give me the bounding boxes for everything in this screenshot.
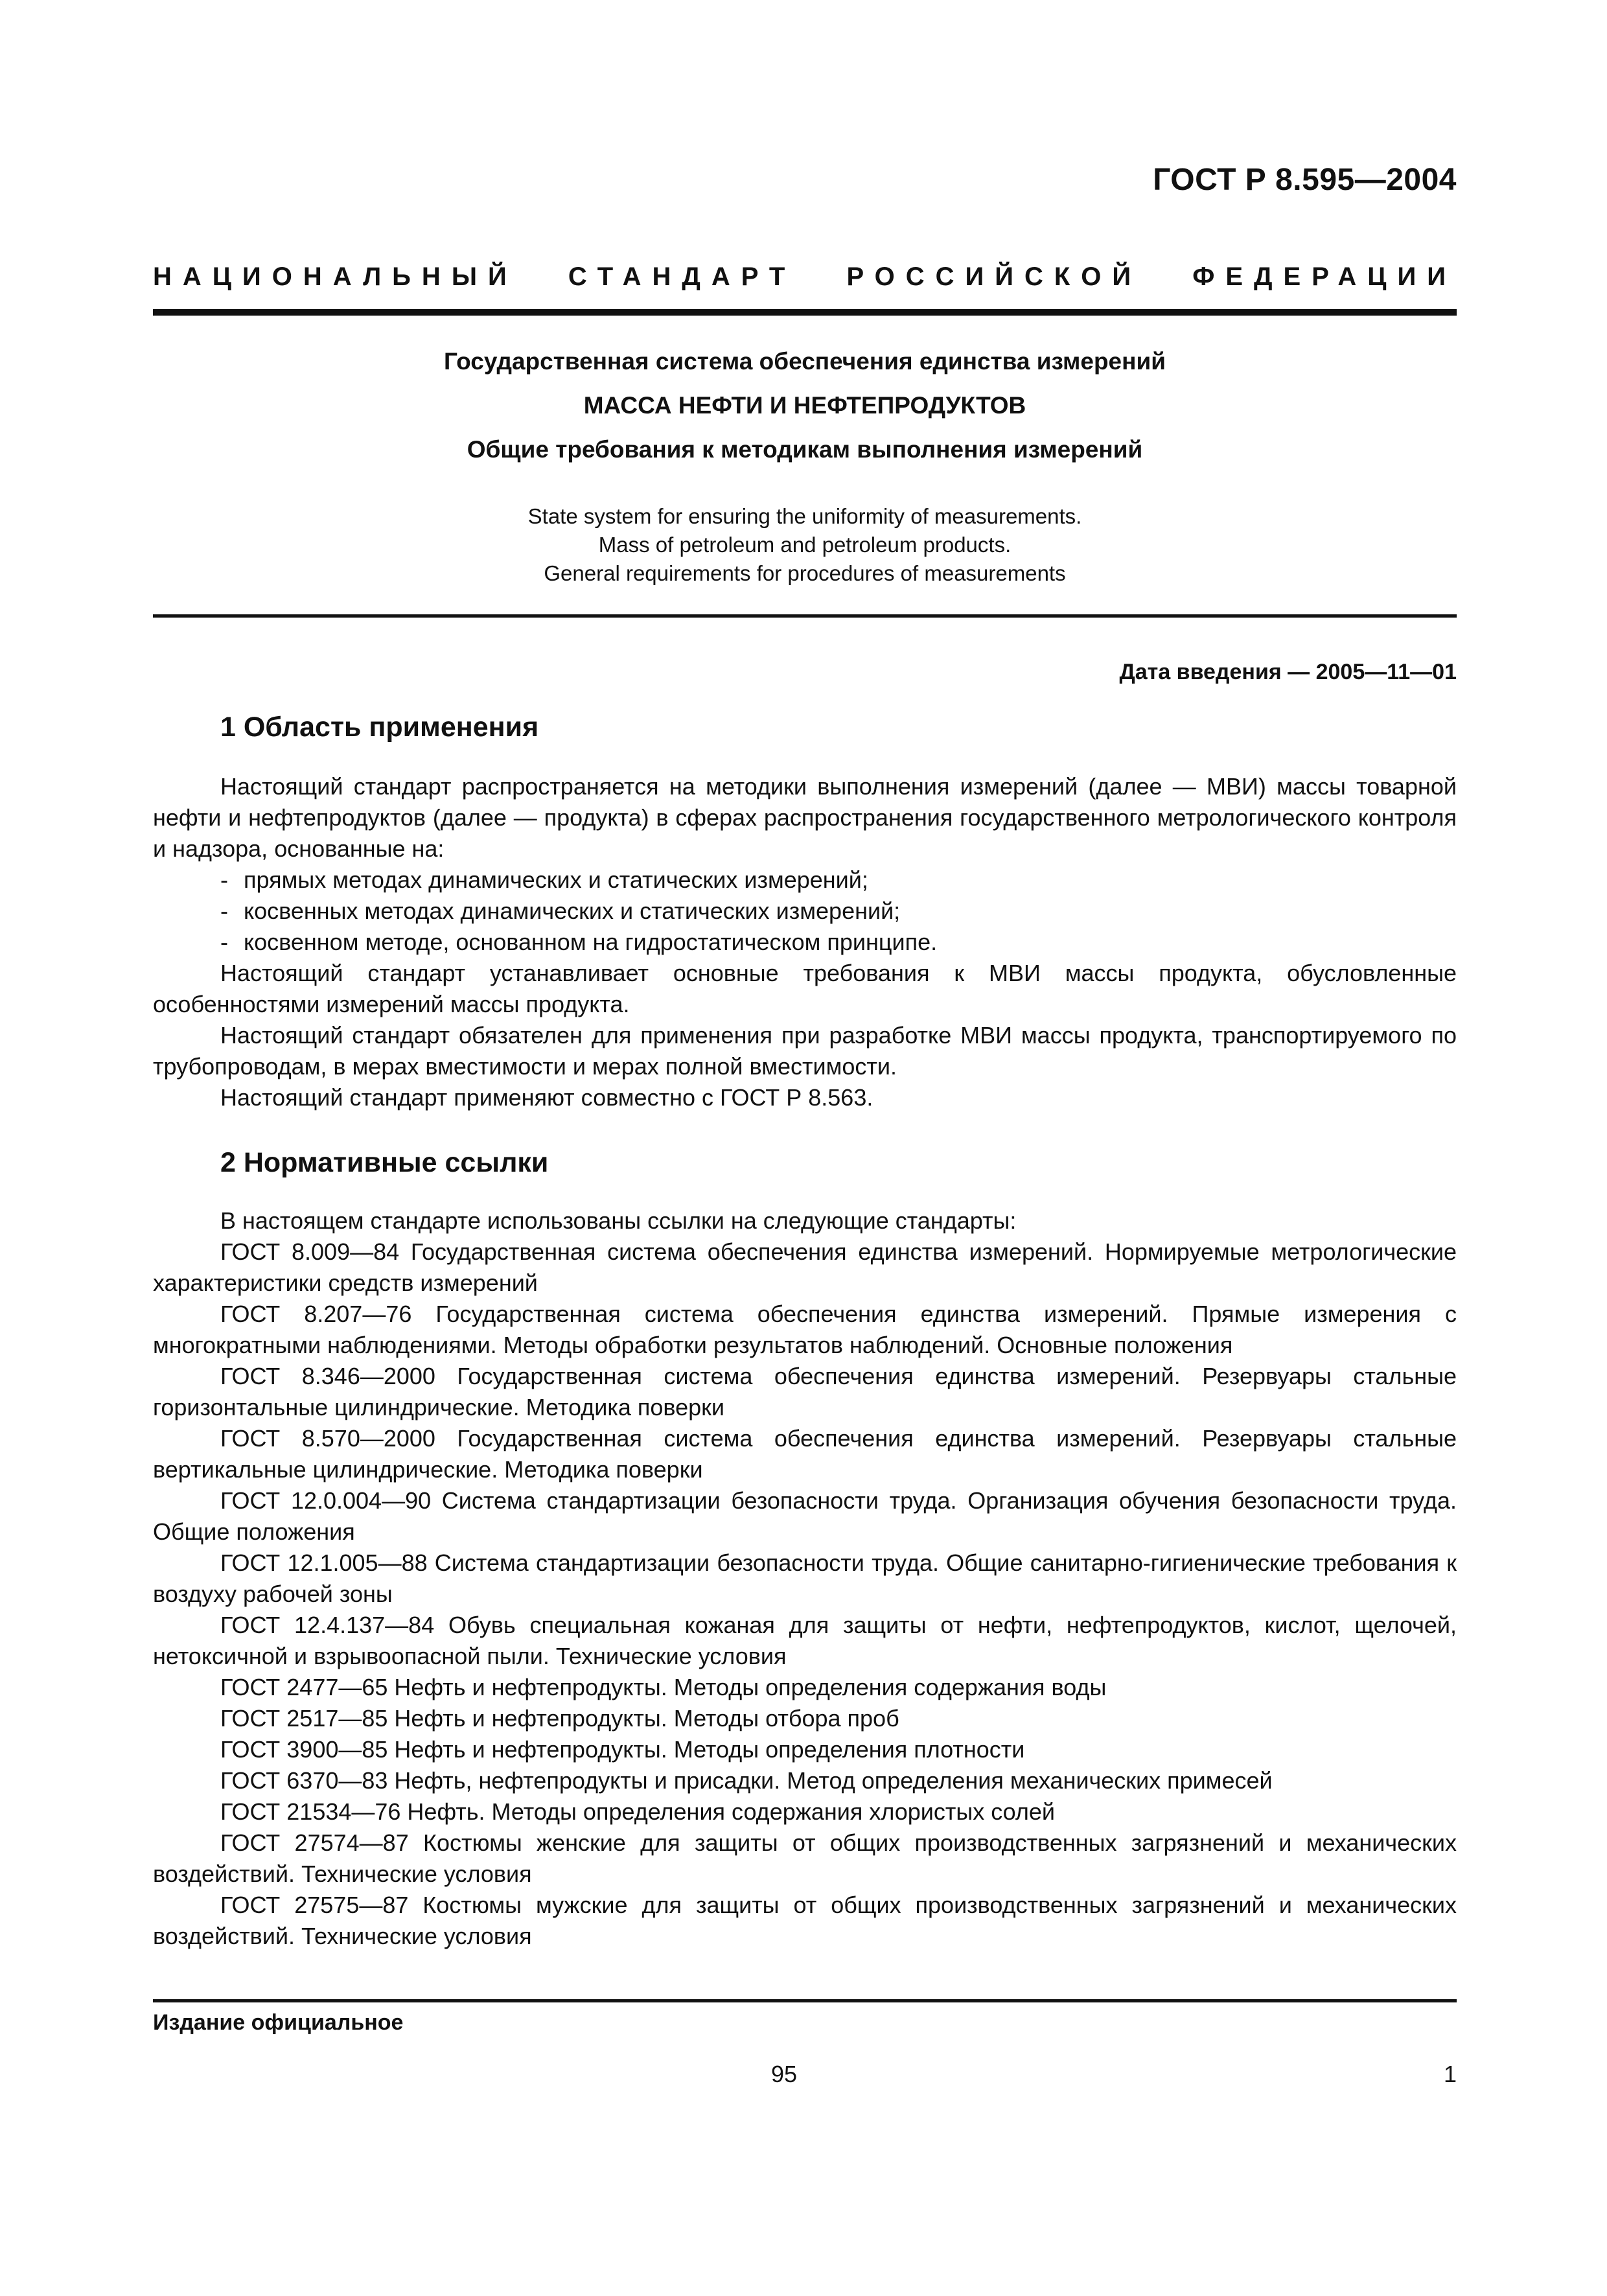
reference-item: ГОСТ 2517—85 Нефть и нефтепродукты. Методы отбора проб bbox=[220, 1705, 899, 1732]
reference-item: ГОСТ 12.1.005—88 Система стандартизации безопасности труда. Общие санитарно-гигиенические требования к воздуху рабочей зоны bbox=[153, 1549, 1457, 1607]
paragraph: Настоящий стандарт устанавливает основные требования к МВИ массы продукта, обусловленные особенностями измерений массы продукта. bbox=[153, 960, 1457, 1017]
reference-item: ГОСТ 8.009—84 Государственная система обеспечения единства измерений. Нормируемые метрологические характеристики средств измерений bbox=[153, 1238, 1457, 1296]
paragraph: Настоящий стандарт обязателен для применения при разработке МВИ массы продукта, транспортируемого по трубопроводам, в мерах вместимости и мерах полной вместимости. bbox=[153, 1022, 1457, 1080]
reference-item: ГОСТ 27575—87 Костюмы мужские для защиты от общих производственных загрязнений и механических воздействий. Технические условия bbox=[153, 1892, 1457, 1949]
title-rule bbox=[153, 614, 1457, 618]
footer-rule bbox=[153, 1999, 1457, 2002]
reference-item: ГОСТ 8.570—2000 Государственная система обеспечения единства измерений. Резервуары стальные вертикальные цилиндрические. Методика поверки bbox=[153, 1425, 1457, 1483]
page-number-right: 1 bbox=[1443, 2061, 1457, 2087]
official-edition-label: Издание официальное bbox=[153, 2010, 404, 2035]
reference-item: ГОСТ 27574—87 Костюмы женские для защиты от общих производственных загрязнений и механических воздействий. Технические условия bbox=[153, 1829, 1457, 1887]
section-1-body bbox=[153, 771, 1457, 1113]
paragraph: В настоящем стандарте использованы ссылки на следующие стандарты: bbox=[220, 1207, 1017, 1234]
introduction-date: Дата введения — 2005—11—01 bbox=[1119, 660, 1457, 684]
english-title-line: State system for ensuring the uniformity of measurements. bbox=[527, 504, 1082, 528]
paragraph: Настоящий стандарт распространяется на методики выполнения измерений (далее — МВИ) массы товарной нефти и нефтепродуктов (далее — продукта) в сферах распространения государственного метрологического контроля и надзора, основанные на: bbox=[153, 773, 1457, 862]
page-number-center: 95 bbox=[771, 2061, 798, 2087]
header-rule bbox=[153, 309, 1457, 316]
english-title-block bbox=[153, 502, 1457, 588]
paragraph: Настоящий стандарт применяют совместно с ГОСТ Р 8.563. bbox=[220, 1084, 873, 1111]
main-title: МАССА НЕФТИ И НЕФТЕПРОДУКТОВ bbox=[583, 392, 1026, 419]
list-item: - косвенном методе, основанном на гидростатическом принципе. bbox=[220, 929, 938, 955]
system-title: Государственная система обеспечения единства измерений bbox=[444, 348, 1166, 375]
reference-item: ГОСТ 3900—85 Нефть и нефтепродукты. Методы определения плотности bbox=[220, 1736, 1025, 1763]
english-title-line: Mass of petroleum and petroleum products. bbox=[598, 533, 1012, 557]
reference-item: ГОСТ 6370—83 Нефть, нефтепродукты и присадки. Метод определения механических примесей bbox=[220, 1767, 1273, 1794]
reference-item: ГОСТ 8.207—76 Государственная система обеспечения единства измерений. Прямые измерения с многократными наблюдениями. Методы обработки результатов наблюдений. Основные положения bbox=[153, 1301, 1457, 1358]
national-standard-banner: НАЦИОНАЛЬНЫЙ СТАНДАРТ РОССИЙСКОЙ ФЕДЕРАЦИИ bbox=[153, 262, 1457, 291]
reference-item: ГОСТ 8.346—2000 Государственная система обеспечения единства измерений. Резервуары стальные горизонтальные цилиндрические. Методика поверки bbox=[153, 1363, 1457, 1421]
gost-number: ГОСТ Р 8.595—2004 bbox=[1153, 163, 1457, 197]
reference-item: ГОСТ 2477—65 Нефть и нефтепродукты. Методы определения содержания воды bbox=[220, 1674, 1107, 1700]
title-block bbox=[153, 343, 1457, 476]
list-item: - косвенных методах динамических и статических измерений; bbox=[220, 898, 901, 924]
section-1-heading: 1 Область применения bbox=[220, 712, 539, 743]
reference-item: ГОСТ 21534—76 Нефть. Методы определения содержания хлористых солей bbox=[220, 1798, 1056, 1825]
english-title-line: General requirements for procedures of measurements bbox=[544, 561, 1066, 585]
list-item: - прямых методах динамических и статических измерений; bbox=[220, 866, 868, 893]
section-2-body bbox=[153, 1205, 1457, 1952]
reference-item: ГОСТ 12.0.004—90 Система стандартизации безопасности труда. Организация обучения безопасности труда. Общие положения bbox=[153, 1487, 1457, 1545]
subtitle: Общие требования к методикам выполнения измерений bbox=[467, 436, 1143, 463]
section-2-heading: 2 Нормативные ссылки bbox=[220, 1147, 549, 1178]
reference-item: ГОСТ 12.4.137—84 Обувь специальная кожаная для защиты от нефти, нефтепродуктов, кислот, щелочей, нетоксичной и взрывоопасной пыли. Технические условия bbox=[153, 1612, 1457, 1669]
